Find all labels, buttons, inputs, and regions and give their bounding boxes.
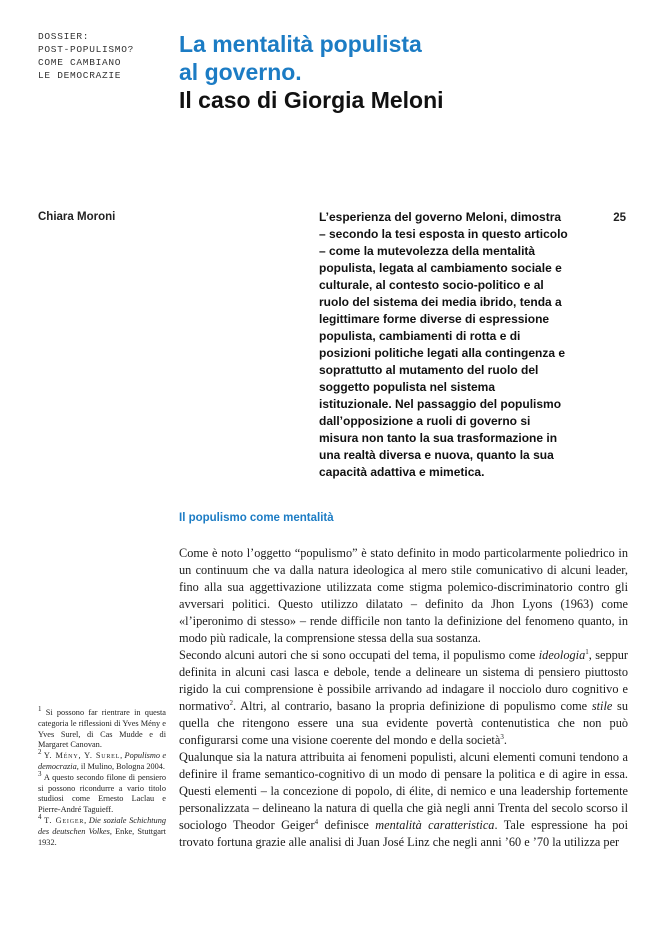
- emphasis-stile: stile: [591, 699, 613, 713]
- body-paragraph-3: Qualunque sia la natura attribuita ai fenomeni populisti, alcuni elementi comuni tendono a definire il frame semantico-cognitivo di un modo di pensare la politica e di agire in essa. Questi elementi – la concezione di popolo, di élite, di nemico e una leadership fortemente personalizzata – delineano la natura di quella che già negli anni Trenta del secolo scorso il sociologo Theodor Geiger$^4$ definisce mentalità caratteristica. Tale espressione ha poi trovato fortuna grazie alle analisi di Juan José Linz che negli anni ’60 e ’70 la utilizza per: [179, 750, 628, 849]
- title-line-1: La mentalità populista: [179, 31, 422, 57]
- footnote-4: $^4$ T. Geiger, Die soziale Schichtung des deutschen Volkes, Enke, Stuttgart 1932.: [38, 813, 166, 847]
- body-paragraph-2: Secondo alcuni autori che si sono occupati del tema, il populismo come ideologia$^1$, seppur definita in alcuni casi lasca e debole, tende a delineare un sistema di pensiero piuttosto rigido la cui comprensione è possibile arrivando ad indagare il nocciolo duro cognitivo e normativo$^2$. Altri, al contrario, basano la propria definizione di populismo come stile su quella che ritengono essere una sua evidente povertà contenutistica che non può configurarsi come una visione coerente del mondo e della società$^3$.: [179, 647, 629, 747]
- footnote-ref-1: 1: [585, 647, 589, 656]
- emphasis-ideologia: ideologia: [538, 648, 586, 662]
- article-title: [179, 30, 619, 114]
- author-name: Chiara Moroni: [38, 211, 116, 223]
- footnote-ref-4: 4: [314, 817, 319, 826]
- dossier-line: LE DEMOCRAZIE: [38, 70, 122, 81]
- footnote-2: $^2$ Y. Mény, Y. Surel, Populismo e democrazia, il Mulino, Bologna 2004.: [38, 748, 167, 771]
- dossier-line: DOSSIER:: [38, 31, 90, 42]
- dossier-line: POST-POPULISMO?: [38, 44, 135, 55]
- page-number: 25: [613, 212, 626, 224]
- article-subtitle: Il caso di Giorgia Meloni: [179, 87, 444, 113]
- article-body: [179, 545, 628, 851]
- body-paragraph-1: Come è noto l’oggetto “populismo” è stato definito in modo particolarmente poliedrico in un continuum che va dalla natura ideologica al mero stile comunicativo di alcuni leader, fino alla sua aggettivazione utilizzata come stigma polemico-discriminatorio contro gli avversari politici. Questo utilizzo dilatato – definito da Jhon Lyons (1963) come «l’iperonimo di stesso» – rende difficile non tanto la definizione del fenomeno quanto, in modo più radicale, la comprensione stessa della sua sostanza.: [179, 546, 628, 645]
- footnote-1: $^1$ Si possono far rientrare in questa categoria le riflessioni di Yves Mény e Yves Surel, di Cas Mudde e di Margaret Canovan.: [38, 705, 166, 750]
- footnote-ref-3: 3: [500, 732, 504, 741]
- title-line-2: al governo.: [179, 59, 302, 85]
- abstract: L’esperienza del governo Meloni, dimostra – secondo la tesi esposta in questo articolo – come la mutevolezza della mentalità populista, legata al cambiamento sociale e culturale, al contesto socio-politico e al ruolo del sistema dei media ibrido, tenda a legittimare forme diverse di espressione populista, cambiamenti di rotta e di posizioni politiche legati alla contingenza e soprattutto al mutamento del ruolo del soggetto populista nel sistema istituzionale. Nel passaggio del populismo dall’opposizione a ruoli di governo si misura non tanto la sua trasformazione in una realtà diversa e nuova, quanto la sua capacità adattiva e mimetica.: [319, 210, 568, 479]
- dossier-label: [38, 30, 173, 82]
- footnotes: [38, 705, 167, 848]
- footnote-3: $^3$ A questo secondo filone di pensiero si possono ricondurre a vario titolo studiosi come Ernesto Laclau e Pierre-André Taguieff.: [38, 770, 166, 815]
- section-heading: Il populismo come mentalità: [179, 512, 334, 524]
- footnote-ref-2: 2: [229, 698, 234, 707]
- dossier-line: COME CAMBIANO: [38, 57, 122, 68]
- emphasis-mentalita: mentalità caratteristica: [375, 818, 495, 832]
